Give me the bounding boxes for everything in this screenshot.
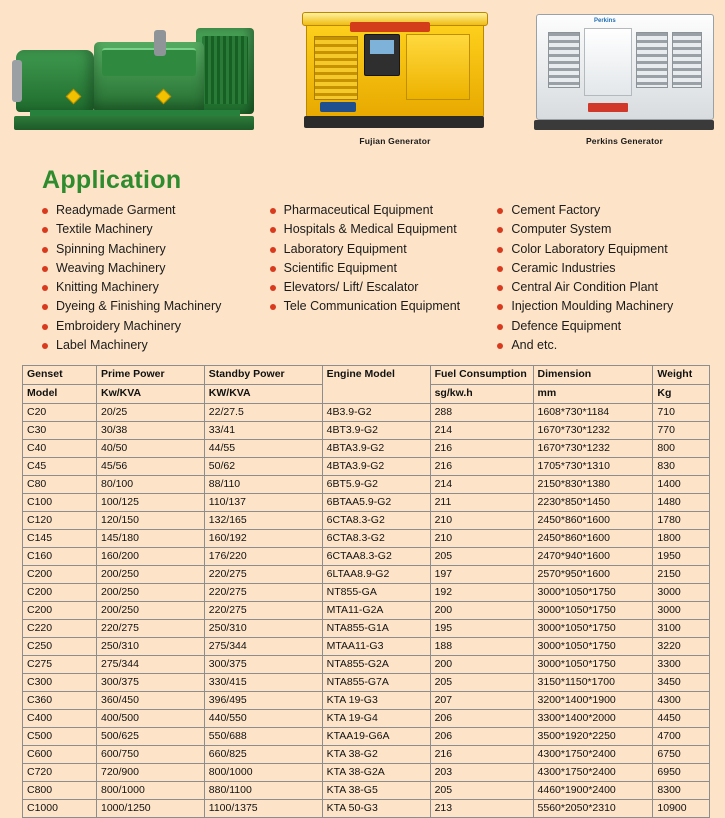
control-panel [364,34,400,76]
cell-standby-power: 1100/1375 [204,800,322,818]
cell-dimension: 5560*2050*2310 [533,800,653,818]
table-row [23,602,710,620]
table-row [23,476,710,494]
table-row [23,746,710,764]
cell-genset-model: C250 [23,638,97,656]
cell-genset-model: C800 [23,782,97,800]
cell-engine-model: 6CTA8.3-G2 [322,530,430,548]
list-item: Color Laboratory Equipment [497,240,711,259]
cell-prime-power: 30/38 [96,422,204,440]
canopy-vent [314,36,358,100]
cell-standby-power: 22/27.5 [204,404,322,422]
cell-standby-power: 660/825 [204,746,322,764]
cell-standby-power: 300/375 [204,656,322,674]
cell-engine-model: KTA 19-G4 [322,710,430,728]
cell-fuel-consumption: 200 [430,656,533,674]
cell-fuel-consumption: 203 [430,764,533,782]
cell-genset-model: C275 [23,656,97,674]
cell-prime-power: 400/500 [96,710,204,728]
list-item: And etc. [497,336,711,355]
table-row [23,548,710,566]
cell-engine-model: 6LTAA8.9-G2 [322,566,430,584]
table-row [23,422,710,440]
cell-engine-model: KTA 19-G3 [322,692,430,710]
cell-fuel-consumption: 205 [430,548,533,566]
open-type-generator-image [8,6,258,136]
cell-engine-model: KTAA19-G6A [322,728,430,746]
column-header-weight: Weight [653,366,710,385]
column-header-fuel-consumption: Fuel Consumption [430,366,533,385]
table-row [23,584,710,602]
cell-genset-model: C120 [23,512,97,530]
cell-genset-model: C100 [23,494,97,512]
cell-weight: 800 [653,440,710,458]
column-subheader-fuel-unit: sg/kw.h [430,385,533,404]
cell-engine-model: 6CTAA8.3-G2 [322,548,430,566]
cell-prime-power: 600/750 [96,746,204,764]
table-row [23,782,710,800]
cell-fuel-consumption: 205 [430,674,533,692]
cell-fuel-consumption: 210 [430,512,533,530]
cell-genset-model: C200 [23,602,97,620]
cell-weight: 4700 [653,728,710,746]
cell-weight: 1480 [653,494,710,512]
table-row [23,728,710,746]
cell-fuel-consumption: 195 [430,620,533,638]
cell-fuel-consumption: 211 [430,494,533,512]
application-columns [0,201,725,355]
cell-dimension: 2450*860*1600 [533,512,653,530]
cell-fuel-consumption: 216 [430,440,533,458]
cell-prime-power: 145/180 [96,530,204,548]
cell-weight: 830 [653,458,710,476]
cell-weight: 770 [653,422,710,440]
application-column-1 [42,201,256,355]
cell-dimension: 3000*1050*1750 [533,584,653,602]
cell-prime-power: 100/125 [96,494,204,512]
cell-fuel-consumption: 205 [430,782,533,800]
list-item: Textile Machinery [42,220,256,239]
cell-engine-model: 4B3.9-G2 [322,404,430,422]
cell-dimension: 1705*730*1310 [533,458,653,476]
cell-standby-power: 110/137 [204,494,322,512]
cell-standby-power: 250/310 [204,620,322,638]
cell-genset-model: C720 [23,764,97,782]
cell-engine-model: 6BTAA5.9-G2 [322,494,430,512]
table-row [23,710,710,728]
cell-standby-power: 88/110 [204,476,322,494]
perkins-generator-image [532,6,717,134]
table-row [23,674,710,692]
cell-prime-power: 300/375 [96,674,204,692]
cell-genset-model: C160 [23,548,97,566]
cell-dimension: 3500*1920*2250 [533,728,653,746]
list-item: Ceramic Industries [497,259,711,278]
column-header-dimension: Dimension [533,366,653,385]
radiator-grill [202,36,248,104]
cell-dimension: 3200*1400*1900 [533,692,653,710]
column-header-genset: Genset [23,366,97,385]
column-subheader-dimension-unit: mm [533,385,653,404]
table-row [23,764,710,782]
product-caption: Perkins Generator [585,136,664,146]
table-header [23,366,710,404]
cell-prime-power: 120/150 [96,512,204,530]
cell-dimension: 3000*1050*1750 [533,656,653,674]
table-row [23,656,710,674]
list-item: Knitting Machinery [42,278,256,297]
cell-engine-model: 6BT5.9-G2 [322,476,430,494]
cell-weight: 4450 [653,710,710,728]
cell-engine-model: NTA855-G2A [322,656,430,674]
cell-prime-power: 275/344 [96,656,204,674]
cell-dimension: 1608*730*1184 [533,404,653,422]
cell-engine-model: MTAA11-G3 [322,638,430,656]
cell-weight: 1400 [653,476,710,494]
cell-engine-model: NTA855-G7A [322,674,430,692]
canopy-door [584,28,632,96]
cell-prime-power: 800/1000 [96,782,204,800]
canopy-door [406,34,470,100]
skid-base [14,116,254,130]
application-heading: Application [42,166,182,194]
cell-weight: 3000 [653,584,710,602]
cell-prime-power: 250/310 [96,638,204,656]
cell-standby-power: 800/1000 [204,764,322,782]
cell-genset-model: C40 [23,440,97,458]
cell-dimension: 3000*1050*1750 [533,602,653,620]
column-subheader-model: Model [23,385,97,404]
model-tag [320,102,356,112]
cell-prime-power: 45/56 [96,458,204,476]
cell-genset-model: C45 [23,458,97,476]
list-item: Weaving Machinery [42,259,256,278]
cell-weight: 2150 [653,566,710,584]
table-row [23,638,710,656]
radiator-shape [196,28,254,114]
cell-genset-model: C200 [23,566,97,584]
cell-standby-power: 50/62 [204,458,322,476]
cell-genset-model: C220 [23,620,97,638]
cell-genset-model: C30 [23,422,97,440]
specification-table [22,365,710,818]
list-item: Spinning Machinery [42,240,256,259]
cell-standby-power: 160/192 [204,530,322,548]
cell-genset-model: C300 [23,674,97,692]
cell-prime-power: 200/250 [96,584,204,602]
cell-standby-power: 132/165 [204,512,322,530]
list-item: Injection Moulding Machinery [497,297,711,316]
column-subheader-weight-unit: Kg [653,385,710,404]
fujian-generator-image [300,6,490,134]
cell-weight: 710 [653,404,710,422]
cell-weight: 3220 [653,638,710,656]
perkins-logo: Perkins [594,18,616,24]
cell-weight: 6950 [653,764,710,782]
cell-engine-model: 6CTA8.3-G2 [322,512,430,530]
cell-prime-power: 40/50 [96,440,204,458]
list-item: Label Machinery [42,336,256,355]
cell-fuel-consumption: 210 [430,530,533,548]
cell-engine-model: MTA11-G2A [322,602,430,620]
brand-logo [350,22,430,32]
cell-prime-power: 20/25 [96,404,204,422]
cell-dimension: 2450*860*1600 [533,530,653,548]
column-header-prime-power: Prime Power [96,366,204,385]
cell-fuel-consumption: 188 [430,638,533,656]
cell-weight: 8300 [653,782,710,800]
cell-standby-power: 220/275 [204,584,322,602]
canopy-vent [548,32,580,88]
exhaust-pipe [154,30,166,56]
cell-genset-model: C500 [23,728,97,746]
cell-prime-power: 160/200 [96,548,204,566]
cell-prime-power: 200/250 [96,566,204,584]
cell-genset-model: C1000 [23,800,97,818]
cell-genset-model: C600 [23,746,97,764]
cell-standby-power: 275/344 [204,638,322,656]
list-item: Dyeing & Finishing Machinery [42,297,256,316]
cell-fuel-consumption: 213 [430,800,533,818]
cell-dimension: 3000*1050*1750 [533,620,653,638]
cell-weight: 1950 [653,548,710,566]
cell-engine-model: NT855-GA [322,584,430,602]
list-item: Cement Factory [497,201,711,220]
cell-engine-model: NTA855-G1A [322,620,430,638]
product-open-generator [8,6,258,138]
cell-dimension: 4300*1750*2400 [533,764,653,782]
cell-prime-power: 360/450 [96,692,204,710]
cell-weight: 1800 [653,530,710,548]
column-header-standby-power: Standby Power [204,366,322,385]
cell-prime-power: 500/625 [96,728,204,746]
cell-standby-power: 396/495 [204,692,322,710]
cell-prime-power: 80/100 [96,476,204,494]
list-item: Computer System [497,220,711,239]
brand-badge [588,103,628,112]
table-row [23,512,710,530]
cell-genset-model: C145 [23,530,97,548]
cell-engine-model: KTA 38-G2 [322,746,430,764]
cell-dimension: 2230*850*1450 [533,494,653,512]
table-body [23,404,710,818]
product-perkins-generator [532,6,717,146]
table-row [23,800,710,818]
cell-weight: 3450 [653,674,710,692]
cell-dimension: 1670*730*1232 [533,422,653,440]
table-row [23,494,710,512]
cell-weight: 3100 [653,620,710,638]
cell-engine-model: KTA 38-G2A [322,764,430,782]
cell-prime-power: 220/275 [96,620,204,638]
canopy-vent [636,32,668,88]
cell-dimension: 3000*1050*1750 [533,638,653,656]
cell-fuel-consumption: 206 [430,710,533,728]
cell-fuel-consumption: 206 [430,728,533,746]
list-item: Scientific Equipment [270,259,484,278]
cell-prime-power: 1000/1250 [96,800,204,818]
cell-engine-model: 4BT3.9-G2 [322,422,430,440]
cell-prime-power: 200/250 [96,602,204,620]
list-item: Central Air Condition Plant [497,278,711,297]
cell-dimension: 3150*1150*1700 [533,674,653,692]
cell-dimension: 3300*1400*2000 [533,710,653,728]
column-header-engine-model: Engine Model [322,366,430,404]
alternator-shape [16,50,94,112]
table-row [23,566,710,584]
cell-standby-power: 550/688 [204,728,322,746]
product-fujian-generator [300,6,490,146]
cell-dimension: 2150*830*1380 [533,476,653,494]
cell-standby-power: 33/41 [204,422,322,440]
cell-genset-model: C200 [23,584,97,602]
product-caption: Fujian Generator [359,136,431,146]
list-item: Pharmaceutical Equipment [270,201,484,220]
cell-standby-power: 330/415 [204,674,322,692]
canopy-base [304,116,484,128]
cell-fuel-consumption: 288 [430,404,533,422]
cell-prime-power: 720/900 [96,764,204,782]
cell-engine-model: 4BTA3.9-G2 [322,458,430,476]
cell-weight: 10900 [653,800,710,818]
canopy-base [534,120,714,130]
product-image-strip [0,0,725,162]
table-row [23,440,710,458]
cell-genset-model: C360 [23,692,97,710]
cell-fuel-consumption: 207 [430,692,533,710]
table-row [23,620,710,638]
list-item: Elevators/ Lift/ Escalator [270,278,484,297]
cell-dimension: 2470*940*1600 [533,548,653,566]
list-item: Laboratory Equipment [270,240,484,259]
list-item: Tele Communication Equipment [270,297,484,316]
column-subheader-kw-kva: Kw/KVA [96,385,204,404]
list-item: Embroidery Machinery [42,317,256,336]
cell-standby-power: 176/220 [204,548,322,566]
cell-genset-model: C20 [23,404,97,422]
cell-fuel-consumption: 192 [430,584,533,602]
specification-table-wrapper [22,365,711,818]
cell-dimension: 4300*1750*2400 [533,746,653,764]
list-item: Hospitals & Medical Equipment [270,220,484,239]
cell-fuel-consumption: 197 [430,566,533,584]
cell-fuel-consumption: 200 [430,602,533,620]
column-subheader-kw-kva-standby: KW/KVA [204,385,322,404]
list-item: Defence Equipment [497,317,711,336]
cell-fuel-consumption: 214 [430,476,533,494]
cell-standby-power: 880/1100 [204,782,322,800]
canopy-vent [672,32,702,88]
table-row [23,530,710,548]
engine-cover [102,48,196,76]
table-header-row-1 [23,366,710,385]
cell-engine-model: 4BTA3.9-G2 [322,440,430,458]
cell-dimension: 4460*1900*2400 [533,782,653,800]
cell-dimension: 2570*950*1600 [533,566,653,584]
cell-fuel-consumption: 214 [430,422,533,440]
cell-weight: 6750 [653,746,710,764]
cell-standby-power: 220/275 [204,602,322,620]
cell-genset-model: C80 [23,476,97,494]
cell-fuel-consumption: 216 [430,458,533,476]
cell-engine-model: KTA 38-G5 [322,782,430,800]
cell-fuel-consumption: 216 [430,746,533,764]
cell-weight: 3300 [653,656,710,674]
table-row [23,404,710,422]
table-row [23,458,710,476]
cell-dimension: 1670*730*1232 [533,440,653,458]
list-item: Readymade Garment [42,201,256,220]
cell-weight: 4300 [653,692,710,710]
cell-engine-model: KTA 50-G3 [322,800,430,818]
cell-genset-model: C400 [23,710,97,728]
cell-standby-power: 440/550 [204,710,322,728]
engine-block-shape [94,42,204,114]
cell-weight: 3000 [653,602,710,620]
application-column-2 [270,201,484,355]
cell-standby-power: 44/55 [204,440,322,458]
table-row [23,692,710,710]
application-column-3 [497,201,711,355]
cell-weight: 1780 [653,512,710,530]
cell-standby-power: 220/275 [204,566,322,584]
